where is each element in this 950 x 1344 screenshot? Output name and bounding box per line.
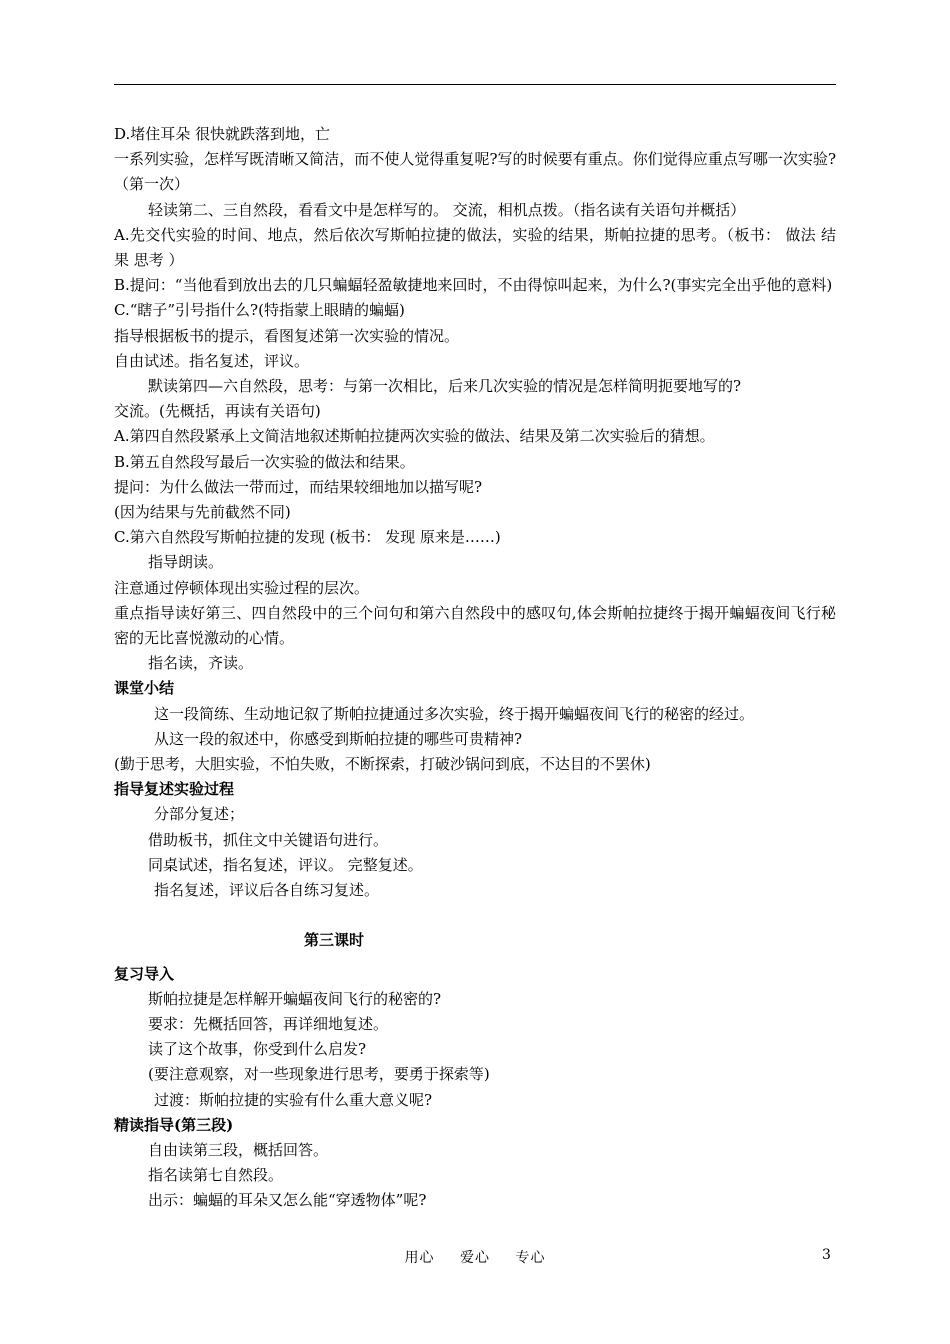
section-heading-summary: 课堂小结 xyxy=(114,679,175,698)
text-line: 重点指导读好第三、四自然段中的三个问句和第六自然段中的感叹句,体会斯帕拉捷终于揭开蝙蝠夜间飞行秘密的无比喜悦激动的心情。 xyxy=(114,603,836,648)
footer-word: 用心 xyxy=(404,1250,435,1266)
list-item: 指名复述，评议后各自练习复述。 xyxy=(154,881,380,900)
text-line: A.先交代实验的时间、地点，然后依次写斯帕拉捷的做法，实验的结果，斯帕拉捷的思考。（板书： 做法 结果 思考 ） xyxy=(114,225,836,270)
list-item: 借助板书，抓住文中关键语句进行。 xyxy=(148,830,389,849)
list-item: 读了这个故事，你受到什么启发? xyxy=(148,1040,367,1059)
text-line: 一系列实验，怎样写既清晰又简洁，而不使人觉得重复呢?写的时候要有重点。你们觉得应重点写哪一次实验?（第一次） xyxy=(114,150,836,194)
text-line: 指导根据板书的提示，看图复述第一次实验的情况。 xyxy=(114,326,460,345)
header-rule xyxy=(114,84,836,85)
text-line: 默读第四—六自然段，思考：与第一次相比，后来几次实验的情况是怎样简明扼要地写的? xyxy=(148,377,742,396)
footer-motto xyxy=(0,1247,950,1267)
section-heading-review: 复习导入 xyxy=(114,964,175,983)
list-item: 同桌试述，指名复述，评议。 完整复述。 xyxy=(148,855,423,874)
list-item: (要注意观察，对一些现象进行思考，要勇于探索等) xyxy=(148,1065,490,1084)
lesson-title: 第三课时 xyxy=(304,931,365,950)
text-line: B.第五自然段写最后一次实验的做法和结果。 xyxy=(114,452,415,471)
list-item: 过渡：斯帕拉捷的实验有什么重大意义呢? xyxy=(154,1090,433,1109)
footer-word: 爱心 xyxy=(460,1250,490,1266)
text-line: 提问：为什么做法一带而过，而结果较细地加以描写呢? xyxy=(114,477,483,496)
text-line: A.第四自然段紧承上文简洁地叙述斯帕拉捷两次实验的做法、结果及第二次实验后的猜想。 xyxy=(114,427,715,446)
list-item: 要求：先概括回答，再详细地复述。 xyxy=(148,1014,389,1033)
list-item: 指名读第七自然段。 xyxy=(148,1166,284,1185)
text-line: B.提问：“当他看到放出去的几只蝙蝠轻盈敏捷地来回时，不由得惊叫起来，为什么?(事实完全出乎他的意料) xyxy=(114,276,833,295)
document-body xyxy=(114,122,836,1214)
text-line: 自由试述。指名复述，评议。 xyxy=(114,351,310,370)
list-item: 自由读第三段，概括回答。 xyxy=(148,1140,329,1159)
text-line: D.堵住耳朵 很快就跌落到地，亡 xyxy=(114,125,331,143)
section-heading-retell: 指导复述实验过程 xyxy=(114,780,235,799)
list-item: 出示：蝙蝠的耳朵又怎么能“穿透物体”呢? xyxy=(148,1191,427,1210)
text-line: 交流。(先概括，再读有关语句) xyxy=(114,402,321,421)
text-line: 指名读，齐读。 xyxy=(148,654,254,673)
text-line: 轻读第二、三自然段，看看文中是怎样写的。 交流，相机点拨。（指名读有关语句并概括） xyxy=(148,200,746,219)
section-heading-close-reading: 精读指导(第三段) xyxy=(114,1115,234,1134)
text-line: 从这一段的叙述中，你感受到斯帕拉捷的哪些可贵精神? xyxy=(154,729,523,748)
text-line: C.第六自然段写斯帕拉捷的发现 (板书： 发现 原来是……) xyxy=(114,528,501,547)
page-number: 3 xyxy=(822,1247,831,1263)
text-line: 注意通过停顿体现出实验过程的层次。 xyxy=(114,578,370,597)
text-line: (勤于思考，大胆实验，不怕失败，不断探索，打破沙锅问到底，不达目的不罢休) xyxy=(114,755,651,774)
text-line: 指导朗读。 xyxy=(148,553,224,572)
list-item: 斯帕拉捷是怎样解开蝙蝠夜间飞行的秘密的? xyxy=(148,989,442,1008)
list-item: 分部分复述； xyxy=(154,805,245,824)
text-line: (因为结果与先前截然不同) xyxy=(114,503,291,522)
text-line: 这一段简练、生动地记叙了斯帕拉捷通过多次实验，终于揭开蝙蝠夜间飞行的秘密的经过。 xyxy=(154,704,755,723)
text-line: C.“瞎子”引号指什么?(特指蒙上眼睛的蝙蝠) xyxy=(114,301,405,320)
footer-word: 专心 xyxy=(515,1250,546,1266)
